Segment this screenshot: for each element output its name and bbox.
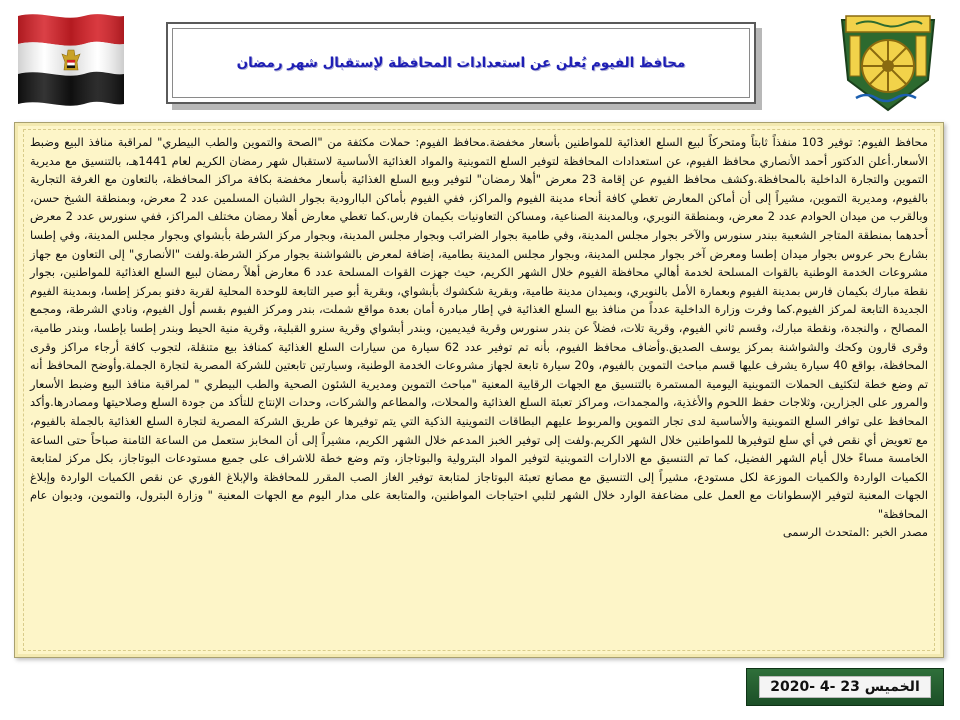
news-article-panel bbox=[14, 122, 944, 658]
fayoum-governorate-logo bbox=[828, 6, 948, 116]
article-body: محافظ الفيوم: توفير 103 منفذاً ثابتاً ومتحركاً لبيع السلع الغذائية للمواطنين بأسعار مخفضة.محافظ الفيوم: حملات مكثفة من "الصحة والتموين والطب البيطري" لمراقبة منافذ البيع وضبط الأسعار.أعلن الدكتور أحمد الأنصاري محافظ الفيوم، عن استعدادات المحافظة لتوفير السلع التموينية والمواد الغذائية الأساسية لاستقبال شهر رمضان الكريم لعام 1441هـ، بالتنسيق مع مديرية التموين والتجارة الداخلية بالمحافظة.وكشف محافظ الفيوم عن إقامة 23 معرض "أهلا رمضان" لتوفير وبيع السلع الغذائية بأسعار مخفضة بكافة مراكز المحافظة، بالتعاون مع الغرفة التجارية بالفيوم، ومديرية التموين، مشيراً إلى أن أماكن المعارض تغطي كافة أنحاء مدينة الفيوم والمراكز، ففي الفيوم بأماكن الباارودية بجوار الشبان المسلمين عدد 2 معرض، وبمنطقة الشيخ حسن، وبالقرب من ميدان الحوادم عدد 2 معرض، وبمنطقة النويري، وبالمدينة الصناعية، ومساكن التعاونيات بكيمان فارس.كما تغطي معارض أهلا رمضان مختلف المراكز، ففي سنورس عدد 2 معرض أحدهما بمنطقة المتاجر الشعبية ببندر سنورس والآخر بجوار مجلس المدينة، وفي طامية بجوار الضرائب وبجوار مجلس المدينة، وبجوار مركز الشرطة بأبشواي وبجوار مجلس المدينة، وفي إطسا بشارع بحر عروس بجوار ميدان إطسا ومعرض آخر بجوار مجلس المدينة، وبجوار مجلس المدينة بطامية، إضافة لمعرض بالشواشنة بجوار مركز الشرطة.ولفت "الأنصاري" إلى التعاون مع جهاز مشروعات الخدمة الوطنية بالقوات المسلحة لخدمة أهالي محافظة الفيوم خلال الشهر الكريم، حيث جهزت القوات المسلحة عدد 6 معارض أهلاً رمضان لبيع السلع الغذائية للمواطنين، بجوار نقطة مبارك بكيمان فارس بمدينة الفيوم وبعمارة الأمل بالنويري، وبميدان مدينة طامية، وبقرية شكشوك بأبشواي، وبقرية أبو صير التابعة للوحدة المحلية لقرية دفنو بمركز إطسا، وبمدينة الفيوم الجديدة التابعة لمركز الفيوم.كما وفرت وزارة الداخلية عدداً من منافذ بيع السلع الغذائية في إطار مبادرة أمان بعدة مواقع شملت، بندر ومركز الفيوم بقسم أول الفيوم، ونادي الشرطة، ومجمع المصالح ، والنجدة، ونقطة مبارك، وقسم ثاني الفيوم، وقرية تلات، فضلاً عن بندر سنورس وقرية فيديمين، وبندر أبشواي وقرية سنرو القبلية، وقرية منية الحيط وبندر إطسا بإطسا، وبندر طامية، وقرى قارون وكحك والشواشنة بمركز يوسف الصديق.وأضاف محافظ الفيوم، بأنه تم توفير عدد 62 سيارة من سيارات السلع الغذائية كمنافذ بيع متنقلة، لتجوب كافة أرجاء مراكز وقرى المحافظة، بواقع 40 سيارة يشرف عليها قسم مباحث التموين بالفيوم، و20 سيارة تابعة لجهاز مشروعات الخدمة الوطنية، وسيارتين تابعتين للشركة المصرية لتجارة الجملة.وأوضح المحافظ أنه تم وضع خطة لتكثيف الحملات التموينية اليومية المستمرة بالتنسيق مع الجهات الرقابية المعنية "مباحث التموين ومديرية الشئون الصحية والطب البيطري " لمراقبة منافذ البيع وضبط الأسعار والمرور على الجزارين، وثلاجات حفظ اللحوم والأغذية، والمجمدات، ومراكز تعبئة السلع الغذائية والمحلات، والمطاعم والشركات، وحدات الإنتاج للتأكد من جودة السلع وصلاحيتها ومصادرها.وأكد المحافظ على توافر السلع التموينية والأساسية لدى تجار التموين والمربوط عليهم البطاقات التموينية الذكية التي يتم توفيرها عن طريق الشركة المصرية لتجارة السلع الغذائية بالجملة بالفيوم، مع تعويض أي نقص في أي سلع لتوفيرها للمواطنين خلال الشهر الكريم.ولفت إلى توفير الخبز المدعم خلال الشهر الكريم، مشيراً إلى أن المخابز ستعمل من الساعة الثامنة صباحاً حتى الساعة الخامسة مساءً خلال أيام الشهر الفضيل، كما تم التنسيق مع الادارات التموينية لتوفير المواد البترولية والبوتاجاز، وتم وضع خطة للاشراف على جميع مستودعات البوتاجاز، بكل مركز لمتابعة الكميات الواردة والكميات الموزعة لكل مستودع، مشيراً إلى التنسيق مع مصانع تعبئة البوتاجاز لمتابعة توفير الغاز الصب المقرر للمحافظة والإبلاغ الفوري عن نقص الكميات الواردة وإبلاغ الجهات المعنية لتوفير الإسطوانات مع العمل على مضاعفة الوارد خلال الشهر لتلبي احتياجات المواطنين، والمتابعة على مدار اليوم مع الجهات المعنية " وزارة البترول، والتموين، وديوان عام المحافظة" bbox=[30, 135, 928, 521]
egypt-flag-icon bbox=[12, 8, 128, 112]
article-inner-border bbox=[23, 129, 935, 651]
date-bar bbox=[746, 668, 944, 706]
publish-date: الخميس 23 -4 -2020 bbox=[759, 676, 931, 698]
title-frame bbox=[166, 22, 756, 104]
article-source: مصدر الخبر :المتحدث الرسمى bbox=[782, 525, 928, 540]
page-title: محافظ الفيوم يُعلن عن استعدادات المحافظة لإستقبال شهر رمضان bbox=[236, 55, 686, 71]
title-inner-border bbox=[172, 28, 750, 98]
